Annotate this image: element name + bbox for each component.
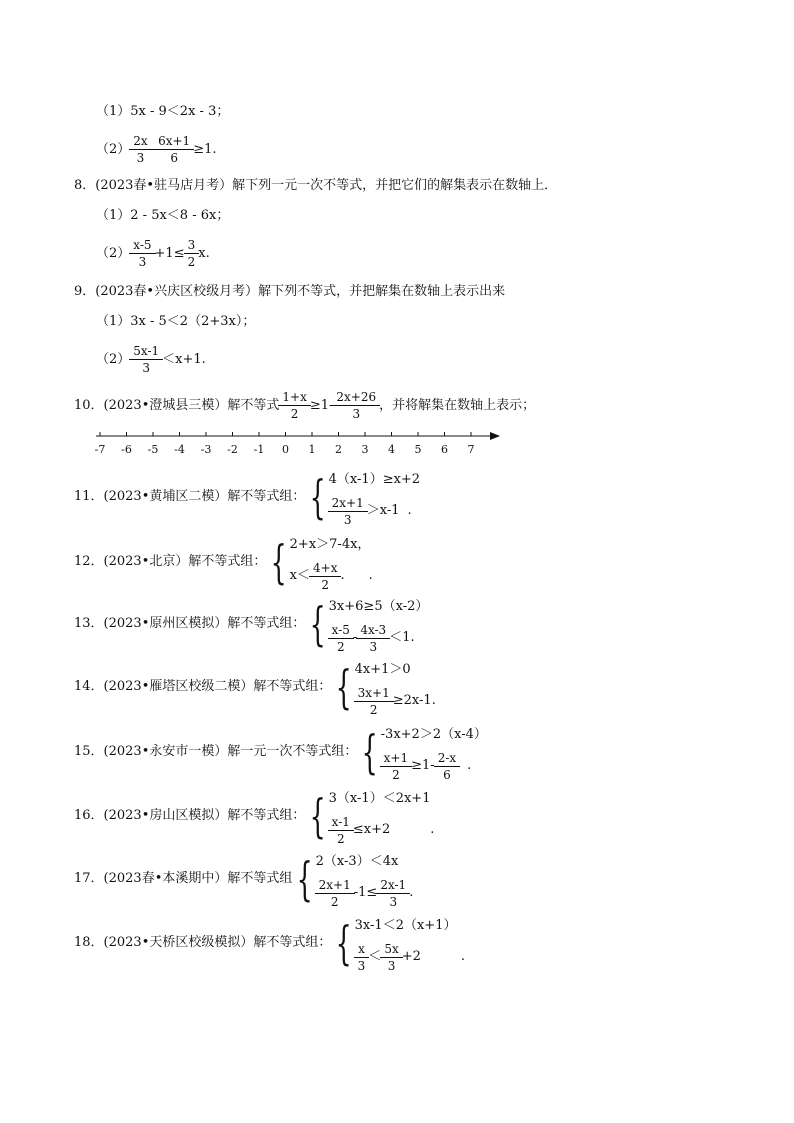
- part-label: （2）: [96, 351, 131, 367]
- fraction: [311, 561, 339, 592]
- numerator: 5x-1: [133, 344, 160, 358]
- problem-stem: 12．(2023•北京）解不等式组：: [74, 554, 267, 569]
- number-line-tick-label: -4: [174, 443, 185, 456]
- number-line-tick-label: -3: [200, 443, 212, 456]
- period: .: [431, 693, 436, 708]
- problem-stem: 14．(2023•雁塔区校级二模）解不等式组：: [74, 679, 332, 694]
- inequality-system: [305, 594, 428, 654]
- problem-stem: 8．(2023春•驻马店月考）解下列一元一次不等式，并把它们的解集表示在数轴上．: [74, 178, 558, 193]
- inequality-system: [305, 467, 420, 527]
- inequality-system: [331, 913, 465, 973]
- expression: ，并将解集在数轴上表示；: [379, 397, 536, 413]
- number-line-tick-label: 6: [441, 443, 448, 456]
- fraction: [382, 751, 410, 782]
- period: .: [460, 949, 466, 964]
- problem-stem: 10．(2023•澄城县三模）解不等式: [74, 397, 280, 413]
- denominator: 3: [376, 893, 410, 909]
- denominator: 2: [328, 638, 354, 654]
- numerator: 3: [187, 238, 196, 252]
- numerator: 3x+1: [357, 685, 390, 700]
- period: .: [407, 503, 412, 518]
- numerator: 6x+1: [158, 134, 191, 148]
- p9-stem: [74, 284, 505, 300]
- denominator: 2: [309, 576, 341, 592]
- expression: x.: [198, 245, 210, 261]
- denominator: 3: [332, 405, 380, 421]
- expression: 3x - 5＜2（2+3x）；: [130, 314, 256, 329]
- numerator: 2x+1: [331, 495, 364, 510]
- system-row: [316, 877, 414, 909]
- problem-stem: 18．(2023•天桥区校级模拟）解不等式组：: [74, 935, 332, 950]
- system-row: [316, 849, 414, 875]
- p12: [74, 531, 373, 593]
- number-line-axis: [96, 426, 500, 442]
- part-label: （1）: [96, 314, 131, 329]
- system-row: [355, 913, 465, 939]
- p7-part2: （2） $\frac{2x}{3}$ - $\frac{6x+1}{6}$ ≥1.: [96, 134, 217, 165]
- inequality-system: [266, 532, 372, 592]
- brace-icon: {: [296, 852, 314, 906]
- numerator: x: [358, 941, 365, 956]
- number-line-tick-label: 5: [414, 443, 422, 456]
- denominator: 2: [184, 253, 200, 269]
- fraction: [378, 878, 408, 909]
- numerator: 2-x: [437, 750, 457, 765]
- expression: 4（x-1）≥x+2: [328, 472, 421, 487]
- system-row: [329, 786, 435, 812]
- number-line-tick-label: 0: [282, 443, 289, 456]
- system-row: [290, 560, 373, 592]
- expression: -3x+2＞2（x-4）: [380, 727, 487, 742]
- number-line-tick-label: -1: [253, 443, 265, 456]
- expression: 3x+6≥5（x-2）: [328, 599, 429, 614]
- p8-stem: [74, 178, 557, 194]
- fraction: [436, 751, 458, 782]
- fraction: [280, 390, 308, 421]
- expression: ≥1-: [309, 397, 334, 413]
- expression: +1≤: [154, 245, 185, 261]
- denominator: 3: [328, 511, 368, 527]
- expression: ≤x+2: [352, 822, 391, 837]
- brace-icon: {: [309, 470, 327, 524]
- p15: [74, 720, 487, 784]
- fraction: [317, 878, 353, 909]
- p17: [74, 848, 413, 910]
- number-line-tick-label: 2: [335, 443, 342, 456]
- brace-icon: {: [335, 916, 353, 970]
- numerator: 4x-3: [360, 622, 387, 637]
- fraction: [156, 134, 192, 165]
- fraction: [330, 815, 352, 846]
- number-line-tick-label: -7: [94, 443, 106, 456]
- numerator: x+1: [383, 750, 409, 765]
- p13: [74, 593, 428, 655]
- system-row: [355, 685, 436, 717]
- numerator: x-5: [331, 622, 350, 637]
- numerator: x-1: [331, 814, 350, 829]
- numerator: 2x: [133, 134, 148, 148]
- fraction: [186, 238, 198, 269]
- denominator: 6: [154, 149, 194, 165]
- brace-icon: {: [361, 725, 379, 779]
- number-line-tick-label: 4: [388, 443, 395, 456]
- fraction: [330, 623, 352, 654]
- denominator: 3: [129, 253, 155, 269]
- denominator: 2: [354, 701, 394, 717]
- system-row: [355, 941, 465, 973]
- expression: ≥1.: [193, 141, 217, 157]
- p14: [74, 656, 436, 718]
- period: .: [368, 568, 373, 583]
- expression: .: [340, 568, 345, 583]
- inequality-system: [305, 786, 434, 846]
- denominator: 2: [380, 766, 412, 782]
- fraction: [356, 942, 368, 973]
- numerator: x-5: [133, 238, 152, 252]
- expression: ≥2x-1: [392, 693, 432, 708]
- part-label: （1）: [96, 208, 131, 223]
- fraction: [334, 390, 378, 421]
- expression: 5x - 9＜2x - 3；: [130, 104, 230, 119]
- expression: ＜x+1.: [162, 351, 206, 367]
- denominator: 2: [315, 893, 355, 909]
- part-label: （2）: [96, 141, 131, 157]
- denominator: 2: [328, 830, 354, 846]
- number-line: [96, 426, 500, 460]
- brace-icon: {: [309, 597, 327, 651]
- denominator: 2: [278, 405, 310, 421]
- expression: 2（x-3）＜4x: [315, 854, 399, 869]
- p16: [74, 785, 434, 847]
- p7-part1: [96, 104, 229, 120]
- expression: ≥1-: [411, 758, 435, 773]
- expression: ＜: [368, 949, 382, 964]
- arrow-icon: [490, 432, 500, 440]
- system-row: [329, 814, 435, 846]
- brace-icon: {: [309, 789, 327, 843]
- inequality-system: [331, 657, 435, 717]
- problem-stem: 11．(2023•黄埔区二模）解不等式组：: [74, 489, 306, 504]
- period: .: [410, 630, 415, 645]
- fraction: [131, 238, 153, 269]
- period: .: [430, 822, 435, 837]
- system-row: [329, 467, 420, 493]
- inequality-system: [357, 722, 486, 782]
- system-row: [381, 750, 487, 782]
- number-line-tick-label: -5: [147, 443, 159, 456]
- denominator: 3: [354, 957, 370, 973]
- p8-part2: [96, 238, 210, 269]
- expression: 2 - 5x＜8 - 6x；: [130, 208, 230, 223]
- p9-part1: [96, 314, 255, 330]
- fraction: [131, 134, 149, 165]
- denominator: 3: [129, 149, 151, 165]
- numerator: 5x: [384, 941, 399, 956]
- expression: ＞x-1: [366, 503, 400, 518]
- fraction: [131, 344, 161, 375]
- system-row: [355, 657, 436, 683]
- system-row: [329, 495, 420, 527]
- problem-stem: 16．(2023•房山区模拟）解不等式组：: [74, 808, 306, 823]
- denominator: 3: [356, 638, 390, 654]
- number-line-tick-label: 3: [361, 443, 369, 456]
- problem-stem: 15．(2023•永安市一模）解一元一次不等式组：: [74, 744, 358, 759]
- fraction: [356, 686, 392, 717]
- denominator: 3: [129, 359, 163, 375]
- inequality-system: [292, 849, 413, 909]
- numerator: 2x+26: [336, 390, 377, 404]
- denominator: 6: [434, 766, 460, 782]
- fraction: [358, 623, 388, 654]
- expression: 3（x-1）＜2x+1: [328, 791, 431, 806]
- numerator: 4+x: [313, 560, 338, 575]
- fraction: [382, 942, 400, 973]
- number-line-tick-label: 1: [308, 443, 316, 456]
- expression: 3x-1＜2（x+1）: [354, 918, 457, 933]
- numerator: 2x-1: [380, 877, 407, 892]
- system-row: [329, 594, 429, 620]
- system-row: [290, 532, 373, 558]
- numerator: 1+x: [282, 390, 307, 404]
- expression: x＜: [289, 568, 310, 583]
- number-line-tick-label: -6: [121, 443, 132, 456]
- p18: [74, 912, 465, 974]
- period: .: [409, 885, 414, 900]
- expression: ＜1: [389, 630, 411, 645]
- number-line-tick-label: 7: [467, 443, 475, 456]
- p10-stem: [74, 390, 535, 421]
- part-label: （2）: [96, 245, 131, 261]
- system-row: [381, 722, 487, 748]
- expression: +2: [401, 949, 421, 964]
- brace-icon: {: [270, 535, 288, 589]
- problem-stem: 17．(2023春•本溪期中）解不等式组: [74, 871, 293, 886]
- system-row: [329, 622, 429, 654]
- period: .: [467, 758, 472, 773]
- denominator: 3: [380, 957, 402, 973]
- p8-part1: [96, 208, 229, 224]
- expression: 4x+1＞0: [354, 662, 411, 677]
- p11: [74, 466, 420, 528]
- p9-part2: [96, 344, 206, 375]
- expression: -: [352, 630, 358, 645]
- part-label: （1）: [96, 104, 131, 119]
- problem-stem: 13．(2023•原州区模拟）解不等式组：: [74, 616, 306, 631]
- expression: -1≤: [353, 885, 378, 900]
- fraction: [330, 496, 366, 527]
- expression: 2+x＞7-4x，: [289, 537, 371, 552]
- brace-icon: {: [335, 660, 353, 714]
- problem-stem: 9．(2023春•兴庆区校级月考）解下列不等式，并把解集在数轴上表示出来: [74, 284, 506, 299]
- number-line-tick-label: -2: [227, 443, 238, 456]
- numerator: 2x+1: [318, 877, 351, 892]
